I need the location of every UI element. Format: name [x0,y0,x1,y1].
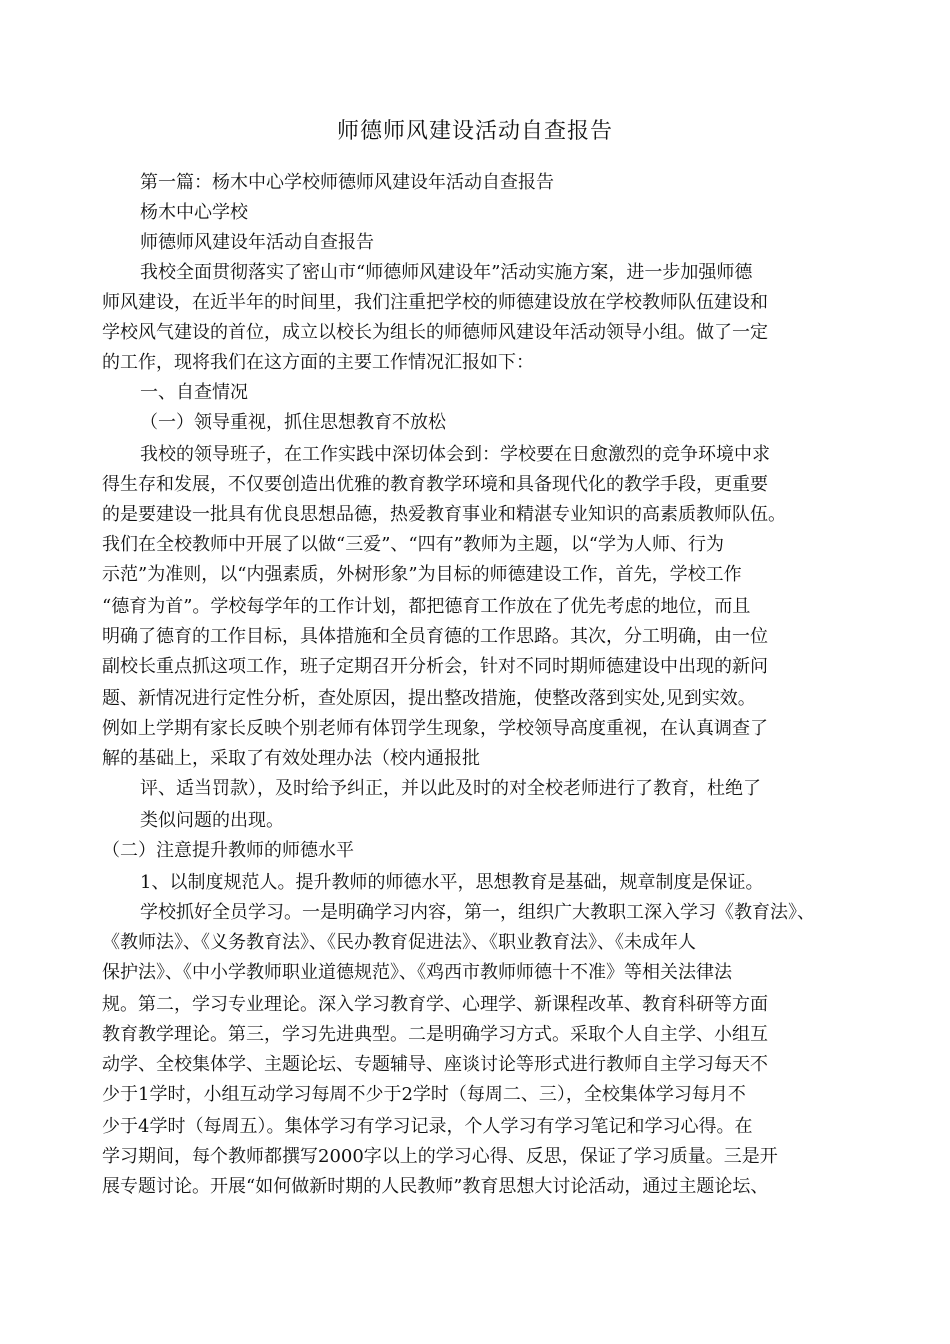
paragraph-line: 少于4学时（每周五）。集体学习有学习记录，个人学习有学习笔记和学习心得。在 [102,1116,753,1137]
paragraph-line: 少于1学时，小组互动学习每周不少于2学时（每周二、三），全校集体学习每月不 [102,1084,746,1105]
paragraph-line: 明确了德育的工作目标，具体措施和全员育德的工作思路。其次，分工明确，由一位 [102,626,768,647]
paragraph-line: 的工作，现将我们在这方面的主要工作情况汇报如下： [102,352,534,373]
paragraph-line: 副校长重点抓这项工作，班子定期召开分析会，针对不同时期师德建设中出现的新问 [102,656,768,677]
paragraph-line: 题、新情况进行定性分析，查处原因，提出整改措施，使整改落到实处,见到实效。 [102,688,756,709]
paragraph-line: 教育教学理论。第三，学习先进典型。二是明确学习方式。采取个人自主学、小组互 [102,1024,768,1045]
subsection-heading: （二）注意提升教师的师德水平 [102,840,354,861]
paragraph-line: 类似问题的出现。 [140,810,284,831]
document-title: 师德师风建设活动自查报告 [336,119,613,144]
subsection-heading: （一）领导重视，抓住思想教育不放松 [140,412,446,433]
paragraph-line: 动学、全校集体学、主题论坛、专题辅导、座谈讨论等形式进行教师自主学习每天不 [102,1054,768,1075]
paragraph-line: 我校全面贯彻落实了密山市“师德师风建设年”活动实施方案，进一步加强师德 [140,262,753,283]
paragraph-line: 得生存和发展，不仅要创造出优雅的教育教学环境和具备现代化的教学手段，更重要 [102,474,768,495]
paragraph-line: 示范”为准则，以“内强素质，外树形象”为目标的师德建设工作，首先，学校工作 [102,564,742,585]
paragraph-line: 学校抓好全员学习。一是明确学习内容，第一，组织广大教职工深入学习《教育法》、 [140,902,815,923]
paragraph-line: 第一篇：杨木中心学校师德师风建设年活动自查报告 [140,172,554,193]
paragraph-line: 学校风气建设的首位，成立以校长为组长的师德师风建设年活动领导小组。做了一定 [102,322,768,343]
paragraph-line: 解的基础上，采取了有效处理办法（校内通报批 [102,748,480,769]
paragraph-line: 例如上学期有家长反映个别老师有体罚学生现象，学校领导高度重视，在认真调查了 [102,718,768,739]
paragraph-line: 保护法》、《中小学教师职业道德规范》、《鸡西市教师师德十不准》等相关法律法 [102,962,732,983]
paragraph-line: 杨木中心学校 [140,202,248,223]
paragraph-line: 1、以制度规范人。提升教师的师德水平，思想教育是基础，规章制度是保证。 [140,872,764,893]
paragraph-line: 学习期间，每个教师都撰写2000字以上的学习心得、反思，保证了学习质量。三是开 [102,1146,778,1167]
paragraph-line: 展专题讨论。开展“如何做新时期的人民教师”教育思想大讨论活动，通过主题论坛、 [102,1176,769,1197]
paragraph-line: 规。第二，学习专业理论。深入学习教育学、心理学、新课程改革、教育科研等方面 [102,994,768,1015]
paragraph-line: 师德师风建设年活动自查报告 [140,232,374,253]
paragraph-line: 《教师法》、《义务教育法》、《民办教育促进法》、《职业教育法》、《未成年人 [102,932,696,953]
paragraph-line: 师风建设，在近半年的时间里，我们注重把学校的师德建设放在学校教师队伍建设和 [102,292,768,313]
section-heading: 一、自查情况 [140,382,248,403]
paragraph-line: 评、适当罚款），及时给予纠正，并以此及时的对全校老师进行了教育，杜绝了 [140,778,761,799]
paragraph-line: 我们在全校教师中开展了以做“三爱”、“四有”教师为主题，以“学为人师、行为 [102,534,725,555]
paragraph-line: 的是要建设一批具有优良思想品德，热爱教育事业和精湛专业知识的高素质教师队伍。 [102,504,786,525]
paragraph-line: “德育为首”。学校每学年的工作计划，都把德育工作放在了优先考虑的地位，而且 [102,596,751,617]
paragraph-line: 我校的领导班子，在工作实践中深切体会到：学校要在日愈激烈的竞争环境中求 [140,444,770,465]
